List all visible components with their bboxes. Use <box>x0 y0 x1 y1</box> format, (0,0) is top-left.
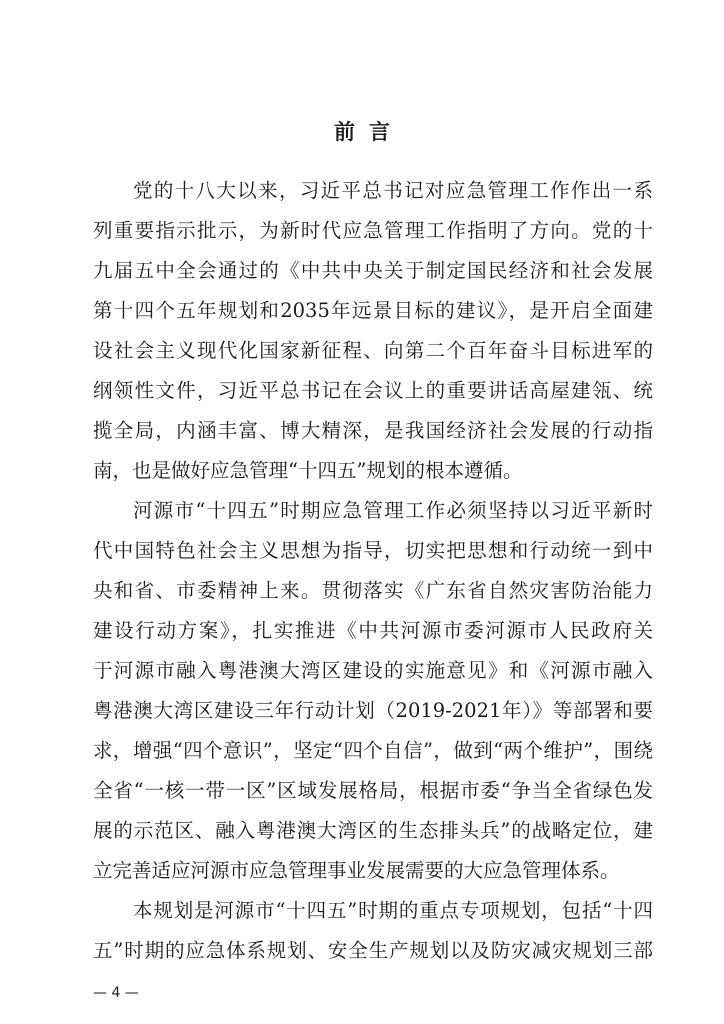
paragraph-1-line-2: 列重要指示批示，为新时代应急管理工作指明了方向。党的十 <box>93 219 653 242</box>
paragraph-1-line-4: 第十四个五年规划和2035年远景目标的建议》，是开启全面建 <box>93 299 653 322</box>
page-title: 前言 <box>334 120 404 144</box>
paragraph-1-line-7: 揽全局，内涵丰富、博大精深，是我国经济社会发展的行动指 <box>93 419 653 442</box>
paragraph-2-line-2: 代中国特色社会主义思想为指导，切实把思想和行动统一到中 <box>93 539 653 562</box>
paragraph-2-line-4: 建设行动方案》，扎实推进《中共河源市委河源市人民政府关 <box>93 619 653 642</box>
paragraph-2-line-1: 河源市“十四五”时期应急管理工作必须坚持以习近平新时 <box>133 499 653 522</box>
paragraph-1-line-3: 九届五中全会通过的《中共中央关于制定国民经济和社会发展 <box>93 259 653 282</box>
paragraph-1-line-6: 纲领性文件，习近平总书记在会议上的重要讲话高屋建瓴、统 <box>93 379 653 402</box>
page-number: — 4 — <box>93 985 139 1001</box>
paragraph-2-line-5: 于河源市融入粤港澳大湾区建设的实施意见》和《河源市融入 <box>93 659 653 682</box>
paragraph-1-line-5: 设社会主义现代化国家新征程、向第二个百年奋斗目标进军的 <box>93 339 653 362</box>
paragraph-2-line-7: 求，增强“四个意识”，坚定“四个自信”，做到“两个维护”，围绕 <box>93 739 653 762</box>
paragraph-3-line-1: 本规划是河源市“十四五”时期的重点专项规划，包括“十四 <box>133 899 653 922</box>
paragraph-2-line-3: 央和省、市委精神上来。贯彻落实《广东省自然灾害防治能力 <box>93 579 653 602</box>
paragraph-2-line-9: 展的示范区、融入粤港澳大湾区的生态排头兵”的战略定位，建 <box>93 819 653 842</box>
paragraph-2-line-6: 粤港澳大湾区建设三年行动计划（2019-2021年）》等部署和要 <box>93 699 653 722</box>
paragraph-2-line-10: 立完善适应河源市应急管理事业发展需要的大应急管理体系。 <box>93 859 620 882</box>
paragraph-1-line-8: 南，也是做好应急管理“十四五”规划的根本遵循。 <box>93 459 523 482</box>
paragraph-2-line-8: 全省“一核一带一区”区域发展格局，根据市委“争当全省绿色发 <box>93 779 653 802</box>
paragraph-1-line-1: 党的十八大以来，习近平总书记对应急管理工作作出一系 <box>133 179 653 202</box>
paragraph-3-line-2: 五”时期的应急体系规划、安全生产规划以及防灾减灾规划三部 <box>93 939 653 962</box>
